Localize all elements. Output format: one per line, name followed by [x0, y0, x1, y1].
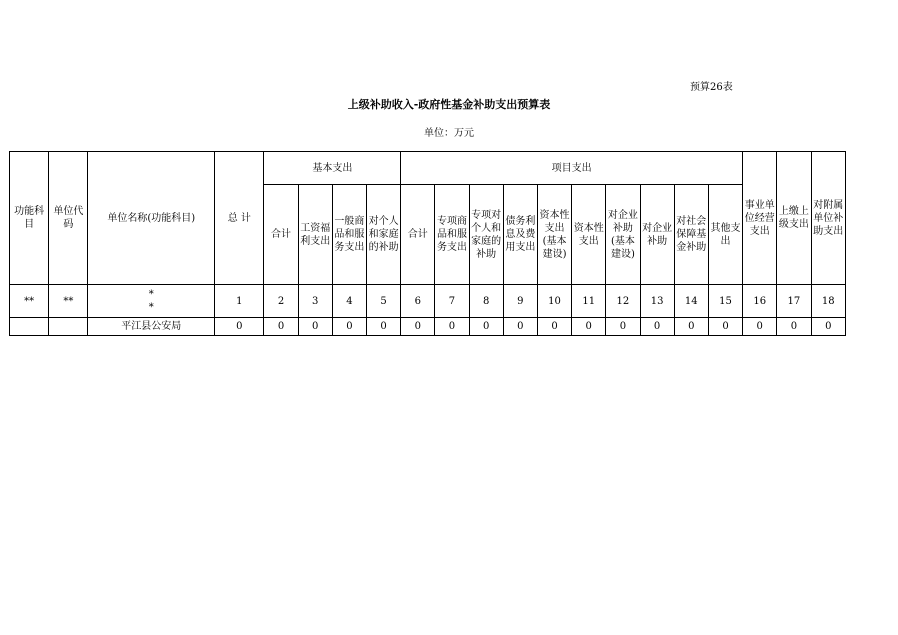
- row-value: 0: [640, 318, 674, 336]
- index-num: 12: [606, 285, 640, 318]
- row-value: 0: [777, 318, 811, 336]
- header-enterprise-expense: 事业单位经营支出: [743, 152, 777, 285]
- row-value: 0: [367, 318, 401, 336]
- index-num: 14: [674, 285, 708, 318]
- index-num: 9: [503, 285, 537, 318]
- row-value: 0: [298, 318, 332, 336]
- form-number: 预算26表: [690, 82, 733, 93]
- index-num: 18: [811, 285, 845, 318]
- header-project-capital: 资本性支出: [572, 185, 606, 285]
- header-project-goods: 专项商品和服务支出: [435, 185, 469, 285]
- page-title: 上级补助收入-政府性基金补助支出预算表: [347, 98, 551, 111]
- index-num: 10: [537, 285, 571, 318]
- row-value: 0: [537, 318, 571, 336]
- header-upper-payment: 上缴上级支出: [777, 152, 811, 285]
- header-subsidiary-subsidy: 对附属单位补助支出: [811, 152, 845, 285]
- header-basic-total: 合计: [264, 185, 298, 285]
- index-func: **: [10, 285, 49, 318]
- index-num: 3: [298, 285, 332, 318]
- row-value: 0: [264, 318, 298, 336]
- index-code: **: [49, 285, 88, 318]
- index-num: 11: [572, 285, 606, 318]
- index-num: 4: [332, 285, 366, 318]
- header-project-total: 合计: [401, 185, 435, 285]
- index-num: 5: [367, 285, 401, 318]
- index-num: 13: [640, 285, 674, 318]
- header-project-capital-construction: 资本性支出(基本建设): [537, 185, 571, 285]
- row-value: 0: [332, 318, 366, 336]
- header-project-enterprise-construction: 对企业补助(基本建设): [606, 185, 640, 285]
- row-value: 0: [469, 318, 503, 336]
- index-num: 8: [469, 285, 503, 318]
- header-func-subject: 功能科目: [10, 152, 49, 285]
- row-value: 0: [674, 318, 708, 336]
- header-total: 总 计: [215, 152, 264, 285]
- row-code: [49, 318, 88, 336]
- header-project-other: 其他支出: [708, 185, 742, 285]
- header-row-1: [10, 152, 846, 185]
- header-unit-code: 单位代码: [49, 152, 88, 285]
- index-num: 1: [215, 285, 264, 318]
- header-group-basic: 基本支出: [264, 152, 401, 185]
- index-num: 17: [777, 285, 811, 318]
- row-value: 0: [811, 318, 845, 336]
- header-project-personal: 专项对个人和家庭的补助: [469, 185, 503, 285]
- header-basic-goods: 一般商品和服务支出: [332, 185, 366, 285]
- row-value: 0: [401, 318, 435, 336]
- budget-table: [9, 151, 846, 336]
- row-value: 0: [503, 318, 537, 336]
- unit-label: 单位：万元: [424, 128, 474, 139]
- row-value: 0: [215, 318, 264, 336]
- header-basic-wages: 工资福利支出: [298, 185, 332, 285]
- table-row: [10, 318, 846, 336]
- row-value: 0: [435, 318, 469, 336]
- header-unit-name: 单位名称(功能科目): [88, 152, 215, 285]
- row-value: 0: [708, 318, 742, 336]
- index-num: 7: [435, 285, 469, 318]
- index-num: 2: [264, 285, 298, 318]
- index-num: 6: [401, 285, 435, 318]
- header-group-project: 项目支出: [401, 152, 743, 185]
- row-value: 0: [606, 318, 640, 336]
- index-num: 16: [743, 285, 777, 318]
- header-project-social-security: 对社会保障基金补助: [674, 185, 708, 285]
- row-func: [10, 318, 49, 336]
- index-num: 15: [708, 285, 742, 318]
- index-row: [10, 285, 846, 318]
- row-value: 0: [743, 318, 777, 336]
- header-basic-personal: 对个人和家庭的补助: [367, 185, 401, 285]
- index-name: * *: [88, 285, 215, 318]
- row-unit-name: 平江县公安局: [88, 318, 215, 336]
- header-project-enterprise: 对企业补助: [640, 185, 674, 285]
- header-project-debt: 债务利息及费用支出: [503, 185, 537, 285]
- row-value: 0: [572, 318, 606, 336]
